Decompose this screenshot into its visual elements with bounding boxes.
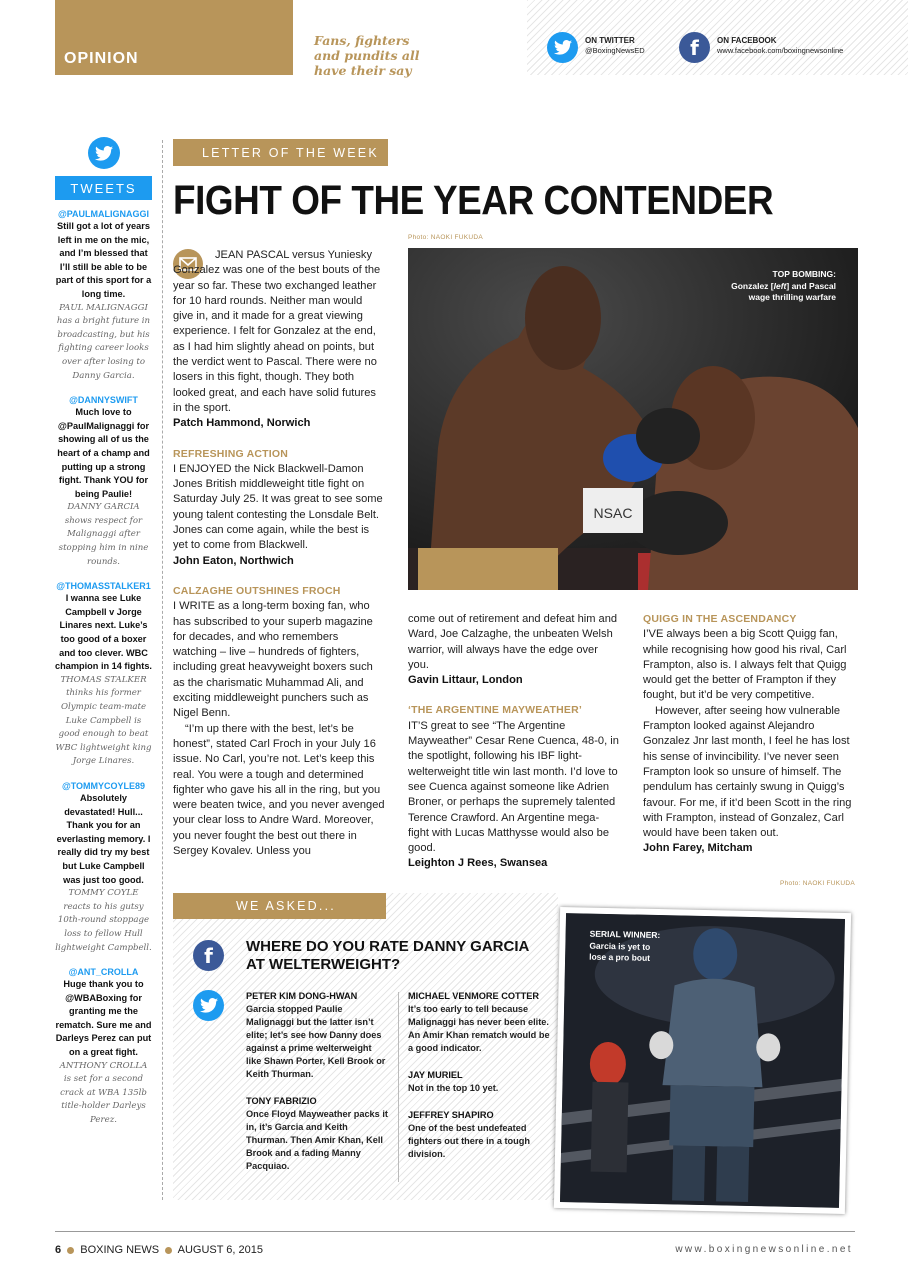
magazine-name: BOXING NEWS bbox=[80, 1244, 160, 1256]
tweet-caption: PAUL MALIGNAGGI has a bright future in broadcasting, but his fighting career looks over after losing to Danny Garcia. bbox=[56, 302, 151, 381]
section-tab bbox=[55, 0, 293, 75]
facebook-icon: f bbox=[193, 940, 224, 971]
caption-line: Garcia is yet to bbox=[589, 940, 651, 952]
caption-line bbox=[731, 281, 836, 293]
letter-signature: Leighton J Rees, Swansea bbox=[408, 857, 548, 870]
tweet-text: I wanna see Luke Campbell v Jorge Linares next. Luke’s too good of a boxer and too clever. WBC champion in 14 fights. bbox=[55, 593, 152, 672]
letter-signature: John Farey, Mitcham bbox=[643, 842, 753, 855]
svg-text:NSAC: NSAC bbox=[593, 505, 633, 521]
twitter-icon bbox=[547, 32, 578, 63]
caption-line: SERIAL WINNER: bbox=[589, 928, 661, 941]
tweet-handle[interactable]: @PAULMALIGNAGGI bbox=[57, 209, 150, 219]
facebook-label: ON FACEBOOK bbox=[717, 36, 777, 45]
answers-column-1 bbox=[246, 990, 388, 1173]
footer-folio bbox=[55, 1244, 263, 1256]
tweet-caption: TOMMY COYLE reacts to his gutsy 10th-round stoppage loss to fellow Hull lightweight Campbell. bbox=[55, 888, 152, 953]
letter-heading: QUIGG IN THE ASCENDANCY bbox=[643, 613, 797, 625]
facebook-url: www.facebook.com/boxingnewsonline bbox=[717, 46, 844, 55]
bullet-icon bbox=[67, 1247, 74, 1254]
letter-of-week-label: LETTER OF THE WEEK bbox=[173, 139, 388, 166]
tweet bbox=[55, 208, 152, 383]
tweet bbox=[55, 394, 152, 569]
tweet-list bbox=[55, 208, 152, 1139]
twitter-icon bbox=[193, 990, 224, 1021]
letter-body: IT’S great to see “The Argentine Mayweather” Cesar Rene Cuenca, 48-0, in the spotlight, following his IBF light-welterweight title win last month. I’d love to see Cuenca against someone like Adrien Broner, or perhaps the supremely talented Terence Crawford. An Argentine mega-fight with Lucas Matthysse would also be good. bbox=[408, 719, 619, 855]
letter-heading: REFRESHING ACTION bbox=[173, 447, 289, 460]
photo-credit: Photo: NAOKI FUKUDA bbox=[780, 880, 856, 887]
bullet-icon bbox=[165, 1247, 172, 1254]
letter-of-week-body: JEAN PASCAL versus Yuniesky Gonzalez was one of the best bouts of the year so far. These two exchanged leather for 10 hard rounds. Neither man would give in, and it made for a great viewing experience. I felt for Gonzalez at the end, as I had him slightly ahead on points, but the verdict went to Pascal. There were no losers in this fight, though. They both looked great, and each have solid futures in the sport. bbox=[173, 249, 381, 414]
letter-body: “I’m up there with the best, let’s be honest”, stated Carl Froch in your July 16 issue. No Carl, you’re not. Let’s keep this real. You were a tough and determined fighter who gave his all in the ring, but you were beaten twice, and you never avenged your clear loss to Andre Ward. Moreover, you never fought the best out there in Sergey Kovalev. Unless you bbox=[173, 722, 385, 857]
twitter-link[interactable] bbox=[547, 32, 645, 63]
facebook-link[interactable] bbox=[679, 32, 843, 63]
answer-text: Once Floyd Mayweather packs it in, it’s Garcia and Keith Thurman. Then Amir Khan, Kell Brook and a fading Manny Pacquiao. bbox=[246, 1109, 388, 1171]
tweet-caption: THOMAS STALKER thinks his former Olympic team-mate Luke Campbell is good enough to beat WBC lightweight king Jorge Linares. bbox=[55, 674, 152, 767]
garcia-photo bbox=[554, 907, 851, 1214]
answer-text: Not in the top 10 yet. bbox=[408, 1083, 499, 1093]
footer-website[interactable]: www.boxingnewsonline.net bbox=[675, 1244, 853, 1255]
tweet bbox=[55, 580, 152, 769]
answer-text: Garcia stopped Paulie Malignaggi but the latter isn’t elite; let’s see how Danny does against a prime welterweight like Shawn Porter, Kell Brook or Keith Thurman. bbox=[246, 1004, 386, 1079]
letter-signature: Patch Hammond, Norwich bbox=[173, 417, 311, 430]
tweet bbox=[55, 780, 152, 955]
tweet-handle[interactable]: @THOMASSTALKER1 bbox=[56, 581, 151, 592]
garcia-photo-image bbox=[560, 913, 845, 1208]
twitter-icon bbox=[88, 137, 120, 169]
answer-name: JAY MURIEL bbox=[408, 1070, 463, 1080]
tweet-text: Much love to @PaulMalignaggi for showing all of us the heart of a champ and putting up a strong fight. Thank YOU for being Paulie! bbox=[57, 407, 150, 499]
letter-heading: ‘THE ARGENTINE MAYWEATHER’ bbox=[408, 704, 582, 717]
letter-heading: CALZAGHE OUTSHINES FROCH bbox=[173, 584, 341, 597]
sidebar-divider bbox=[162, 140, 163, 1200]
caption-part: left bbox=[773, 280, 787, 291]
letter-column-3 bbox=[643, 612, 857, 857]
twitter-label: ON TWITTER bbox=[585, 36, 635, 45]
twitter-handle: @BoxingNewsED bbox=[585, 46, 645, 55]
tweet-caption: DANNY GARCIA shows respect for Malignaggi after stopping him in nine rounds. bbox=[58, 502, 149, 567]
social-bar bbox=[527, 0, 908, 75]
letter-column-2 bbox=[408, 612, 620, 872]
answers-column-2 bbox=[408, 990, 552, 1161]
boxing-photo bbox=[408, 248, 858, 590]
letter-signature: John Eaton, Northwich bbox=[173, 554, 294, 567]
tweet-handle[interactable]: @DANNYSWIFT bbox=[69, 395, 138, 406]
we-asked-label: WE ASKED... bbox=[173, 893, 386, 919]
caption-part: Gonzalez [ bbox=[731, 280, 774, 291]
we-asked-question: WHERE DO YOU RATE DANNY GARCIA AT WELTERWEIGHT? bbox=[246, 938, 529, 973]
tweet-handle[interactable]: @TOMMYCOYLE89 bbox=[61, 780, 146, 791]
letter-body: come out of retirement and defeat him and Ward, Joe Calzaghe, the unbeaten Welsh warrior, will always have the edge over you. bbox=[408, 613, 618, 671]
answer-name: PETER KIM DONG-HWAN bbox=[246, 991, 358, 1001]
letter-column-1 bbox=[173, 248, 385, 859]
caption-part: ] and Pascal bbox=[786, 280, 836, 291]
tweet-handle[interactable]: @ANT_CROLLA bbox=[68, 967, 139, 978]
issue-date: AUGUST 6, 2015 bbox=[177, 1244, 264, 1256]
answer-text: It’s too early to tell because Malignaggi has never been elite. An Amir Khan rematch would be a good indicator. bbox=[408, 1004, 550, 1053]
facebook-icon: f bbox=[679, 32, 710, 63]
answer-text: One of the best undefeated fighters out there in a tough division. bbox=[408, 1123, 530, 1159]
caption-line: wage thrilling warfare bbox=[748, 292, 836, 302]
caption-line: TOP BOMBING: bbox=[772, 269, 836, 279]
letter-signature: Gavin Littaur, London bbox=[408, 674, 523, 687]
photo-caption bbox=[589, 929, 660, 965]
letter-body: I ENJOYED the Nick Blackwell-Damon Jones British middleweight title fight on Saturday July 25. It was great to see some young talent contesting the Lonsdale Belt. Jones can come again, while the best is yet to come from Blackwell. bbox=[173, 462, 383, 552]
answer-name: MICHAEL VENMORE COTTER bbox=[408, 991, 540, 1001]
caption-line: lose a pro bout bbox=[589, 951, 651, 963]
tweet-caption: ANTHONY CROLLA is set for a second crack at WBA 135lb title-holder Darleys Perez. bbox=[59, 1060, 148, 1126]
photo-caption bbox=[731, 269, 836, 304]
tweet-text: Still got a lot of years left in me on the mic, and I’m blessed that I’ll still be able to be part of this sport for a long time. bbox=[55, 221, 152, 299]
main-headline: FIGHT OF THE YEAR CONTENDER bbox=[173, 177, 774, 223]
letter-body: I’VE always been a big Scott Quigg fan, while recognising how good his rival, Carl Frampton, also is. I always felt that Quigg would get the better of Frampton if they fought, but it’d be very competitive. bbox=[643, 628, 847, 702]
section-label: OPINION bbox=[64, 50, 139, 67]
section-strap: Fans, fighters and pundits all have their say bbox=[314, 33, 420, 78]
answer-name: TONY FABRIZIO bbox=[246, 1096, 317, 1106]
footer-rule bbox=[55, 1231, 855, 1232]
answer-name: JEFFREY SHAPIRO bbox=[408, 1110, 494, 1120]
tweet bbox=[55, 966, 152, 1128]
letter-body: However, after seeing how vulnerable Frampton looked against Alejandro Gonzalez Jnr last month, I feel he has lost his sense of invincibility. I’ve never seen Frampton look so unsure of himself. The pendulum has certainly swung in Quigg’s favour. For me, if it’d been Scott in the ring with Frampton, instead of Gonzalez, Carl would have been taken out. bbox=[643, 704, 852, 840]
tweet-text: Huge thank you to @WBABoxing for granting me the rematch. Sure me and Darleys Perez can put on a great fight. bbox=[55, 979, 152, 1058]
tweet-text: Absolutely devastated! Hull... Thank you for an everlasting memory. I really did try my best but Luke Campbell was just too good. bbox=[56, 792, 151, 885]
letter-body: I WRITE as a long-term boxing fan, who has subscribed to your superb magazine for decades, and who remembers watching – live – hundreds of fighters, including great heavyweight boxers such as the charismatic Muhammad Ali, and exciting middleweight punchers such as Nigel Benn. bbox=[173, 600, 373, 720]
page-number: 6 bbox=[55, 1244, 62, 1256]
photo-credit: Photo: NAOKI FUKUDA bbox=[408, 234, 484, 241]
tweets-title: TWEETS bbox=[55, 176, 152, 200]
answers-divider bbox=[398, 992, 399, 1182]
